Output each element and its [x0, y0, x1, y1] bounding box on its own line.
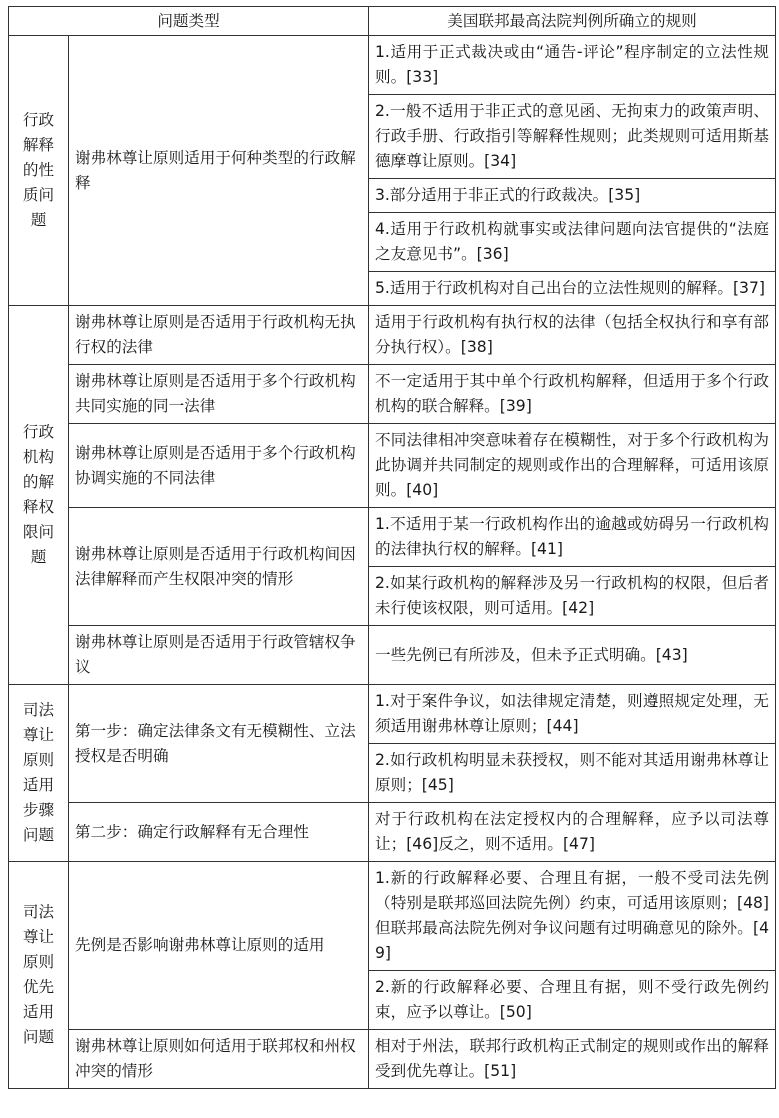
- table-row: [9, 365, 776, 424]
- rules-table: [8, 6, 776, 1089]
- rule-cell: 1.新的行政解释必要、合理且有据，一般不受司法先例（特别是联邦巡回法院先例）约束，可适用该原则；[48]但联邦最高法院先例对争议问题有过明确意见的除外。[49]: [369, 862, 776, 971]
- rule-cell: 2.新的行政解释必要、合理且有据，则不受行政先例约束，应予以尊让。[50]: [369, 971, 776, 1030]
- rule-cell: 2.如行政机构明显未获授权，则不能对其适用谢弗林尊让原则；[45]: [369, 744, 776, 803]
- table-row: [9, 36, 776, 95]
- category-cell: 司法尊让原则优先适用问题: [9, 862, 69, 1089]
- question-cell: 谢弗林尊让原则是否适用于行政管辖权争议: [69, 626, 369, 685]
- rule-cell: 1.对于案件争议，如法律规定清楚，则遵照规定处理，无须适用谢弗林尊让原则；[44]: [369, 685, 776, 744]
- rule-cell: 2.一般不适用于非正式的意见函、无拘束力的政策声明、行政手册、行政指引等解释性规则；此类规则可适用斯基德摩尊让原则。[34]: [369, 95, 776, 179]
- rule-cell: 1.不适用于某一行政机构作出的逾越或妨碍另一行政机构的法律执行权的解释。[41]: [369, 508, 776, 567]
- table-row: [9, 862, 776, 971]
- category-cell: 行政解释的性质问题: [9, 36, 69, 306]
- category-cell: 司法尊让原则适用步骤问题: [9, 685, 69, 862]
- rule-cell: 4.适用于行政机构就事实或法律问题向法官提供的“法庭之友意见书”。[36]: [369, 213, 776, 272]
- rule-cell: 3.部分适用于非正式的行政裁决。[35]: [369, 179, 776, 213]
- rule-cell: 1.适用于正式裁决或由“通告-评论”程序制定的立法性规则。[33]: [369, 36, 776, 95]
- rule-cell: 不同法律相冲突意味着存在模糊性，对于多个行政机构为此协调并共同制定的规则或作出的合理解释，可适用该原则。[40]: [369, 424, 776, 508]
- question-cell: 谢弗林尊让原则适用于何种类型的行政解释: [69, 36, 369, 306]
- rule-cell: 适用于行政机构有执行权的法律（包括全权执行和享有部分执行权）。[38]: [369, 306, 776, 365]
- table-row: [9, 424, 776, 508]
- table-row: [9, 685, 776, 744]
- header-rules: 美国联邦最高法院判例所确立的规则: [369, 7, 776, 36]
- question-cell: 先例是否影响谢弗林尊让原则的适用: [69, 862, 369, 1030]
- table-header-row: [9, 7, 776, 36]
- table-row: [9, 1030, 776, 1089]
- question-cell: 谢弗林尊让原则是否适用于多个行政机构协调实施的不同法律: [69, 424, 369, 508]
- header-question-type: 问题类型: [9, 7, 369, 36]
- question-cell: 谢弗林尊让原则是否适用于多个行政机构共同实施的同一法律: [69, 365, 369, 424]
- rule-cell: 对于行政机构在法定授权内的合理解释，应予以司法尊让；[46]反之，则不适用。[47]: [369, 803, 776, 862]
- table-row: [9, 508, 776, 567]
- rule-cell: 5.适用于行政机构对自己出台的立法性规则的解释。[37]: [369, 272, 776, 306]
- table-row: [9, 626, 776, 685]
- rule-cell: 不一定适用于其中单个行政机构解释，但适用于多个行政机构的联合解释。[39]: [369, 365, 776, 424]
- rule-cell: 一些先例已有所涉及，但未予正式明确。[43]: [369, 626, 776, 685]
- table-row: [9, 803, 776, 862]
- rule-cell: 相对于州法，联邦行政机构正式制定的规则或作出的解释受到优先尊让。[51]: [369, 1030, 776, 1089]
- category-cell: 行政机构的解释权限问题: [9, 306, 69, 685]
- question-cell: 第一步：确定法律条文有无模糊性、立法授权是否明确: [69, 685, 369, 803]
- question-cell: 谢弗林尊让原则是否适用于行政机构间因法律解释而产生权限冲突的情形: [69, 508, 369, 626]
- rule-cell: 2.如某行政机构的解释涉及另一行政机构的权限，但后者未行使该权限，则可适用。[42]: [369, 567, 776, 626]
- question-cell: 谢弗林尊让原则如何适用于联邦权和州权冲突的情形: [69, 1030, 369, 1089]
- table-row: [9, 306, 776, 365]
- question-cell: 谢弗林尊让原则是否适用于行政机构无执行权的法律: [69, 306, 369, 365]
- question-cell: 第二步：确定行政解释有无合理性: [69, 803, 369, 862]
